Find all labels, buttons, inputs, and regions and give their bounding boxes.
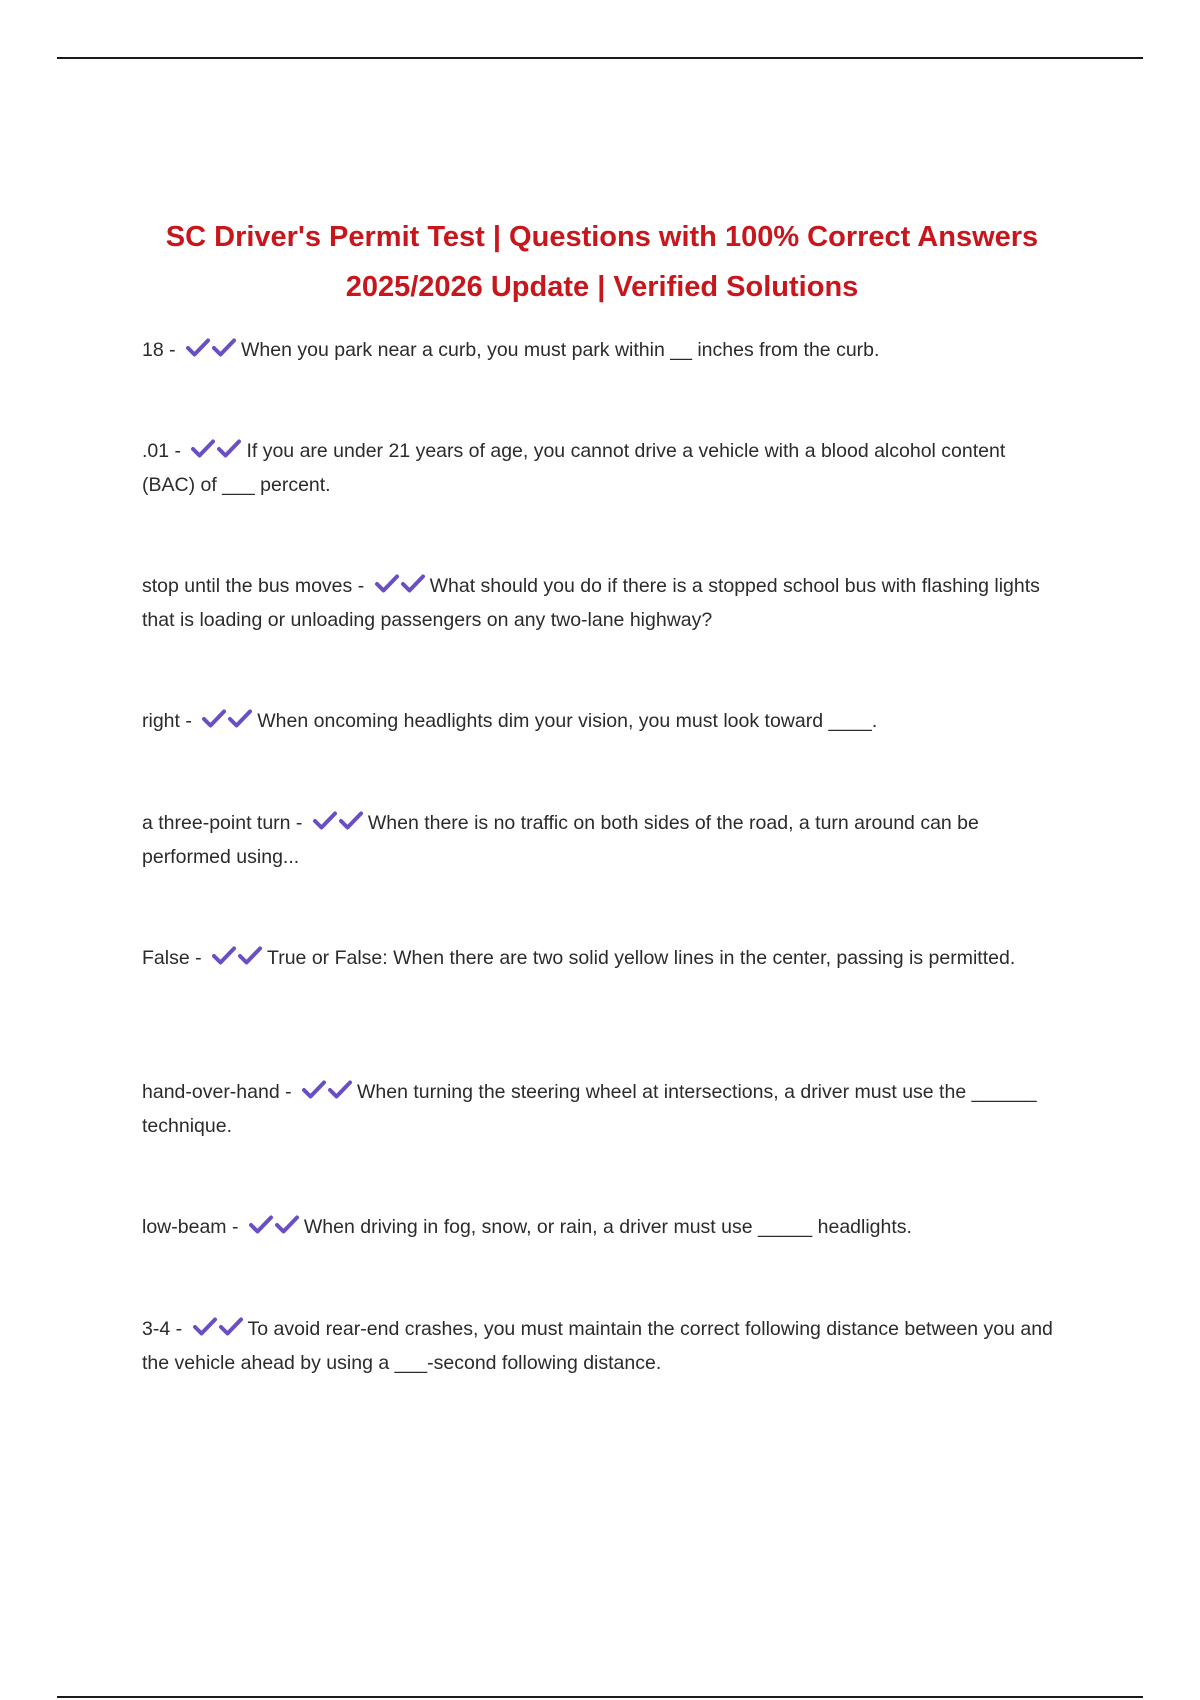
question-text: What should you do if there is a stopped school bus with flashing lights that is loading or unloading passengers on any two-lane highway?	[142, 575, 1040, 631]
check-icon	[227, 708, 253, 730]
title-line-2: 2025/2026 Update | Verified Solutions	[345, 271, 859, 303]
answer-text: low-beam -	[142, 1216, 239, 1238]
question-text: True or False: When there are two solid yellow lines in the center, passing is permitted.	[267, 947, 1016, 969]
question-text: If you are under 21 years of age, you cannot drive a vehicle with a blood alcohol content (BAC) of ___ percent.	[142, 440, 1006, 496]
check-marks	[185, 339, 237, 361]
check-icon	[338, 810, 364, 832]
answer-text: right -	[142, 710, 192, 732]
check-icon	[237, 945, 263, 967]
check-marks	[192, 1318, 244, 1340]
check-marks	[312, 812, 364, 834]
qa-item	[142, 1210, 1062, 1244]
qa-item	[142, 1075, 1062, 1143]
check-icon	[211, 945, 237, 967]
qa-item	[142, 941, 1062, 975]
qa-item	[142, 333, 1062, 367]
answer-text: stop until the bus moves -	[142, 575, 365, 597]
bottom-rule	[57, 1696, 1143, 1698]
check-marks	[190, 440, 242, 462]
check-marks	[201, 710, 253, 732]
top-rule	[57, 57, 1143, 59]
question-text: When there is no traffic on both sides of the road, a turn around can be performed using...	[142, 812, 979, 868]
answer-text: 3-4 -	[142, 1318, 183, 1340]
question-text: When oncoming headlights dim your vision, you must look toward ____.	[257, 710, 878, 732]
check-icon	[327, 1079, 353, 1101]
answer-text: False -	[142, 947, 202, 969]
answer-text: a three-point turn -	[142, 812, 303, 834]
qa-item	[142, 569, 1062, 637]
title-line-1: SC Driver's Permit Test | Questions with 100% Correct Answers	[165, 221, 1039, 253]
check-icon	[192, 1316, 218, 1338]
check-icon	[201, 708, 227, 730]
question-text: To avoid rear-end crashes, you must maintain the correct following distance between you and the vehicle ahead by using a ___-second following distance.	[142, 1318, 1053, 1374]
check-marks	[301, 1081, 353, 1103]
qa-item	[142, 704, 1062, 738]
check-marks	[374, 575, 426, 597]
qa-item	[142, 806, 1062, 874]
check-icon	[218, 1316, 244, 1338]
check-icon	[216, 438, 242, 460]
question-text: When turning the steering wheel at intersections, a driver must use the ______ technique.	[142, 1081, 1037, 1137]
check-icon	[185, 337, 211, 359]
check-icon	[248, 1214, 274, 1236]
qa-item	[142, 1312, 1062, 1380]
question-text: When driving in fog, snow, or rain, a driver must use _____ headlights.	[303, 1216, 912, 1238]
check-icon	[400, 573, 426, 595]
check-marks	[211, 947, 263, 969]
qa-item	[142, 434, 1062, 502]
check-marks	[248, 1216, 300, 1238]
check-icon	[211, 337, 237, 359]
answer-text: 18 -	[142, 339, 176, 361]
check-icon	[274, 1214, 300, 1236]
check-icon	[190, 438, 216, 460]
answer-text: hand-over-hand -	[142, 1081, 292, 1103]
check-icon	[301, 1079, 327, 1101]
question-text: When you park near a curb, you must park within __ inches from the curb.	[241, 339, 880, 361]
check-icon	[312, 810, 338, 832]
document-title	[142, 212, 1062, 312]
answer-text: .01 -	[142, 440, 182, 462]
check-icon	[374, 573, 400, 595]
